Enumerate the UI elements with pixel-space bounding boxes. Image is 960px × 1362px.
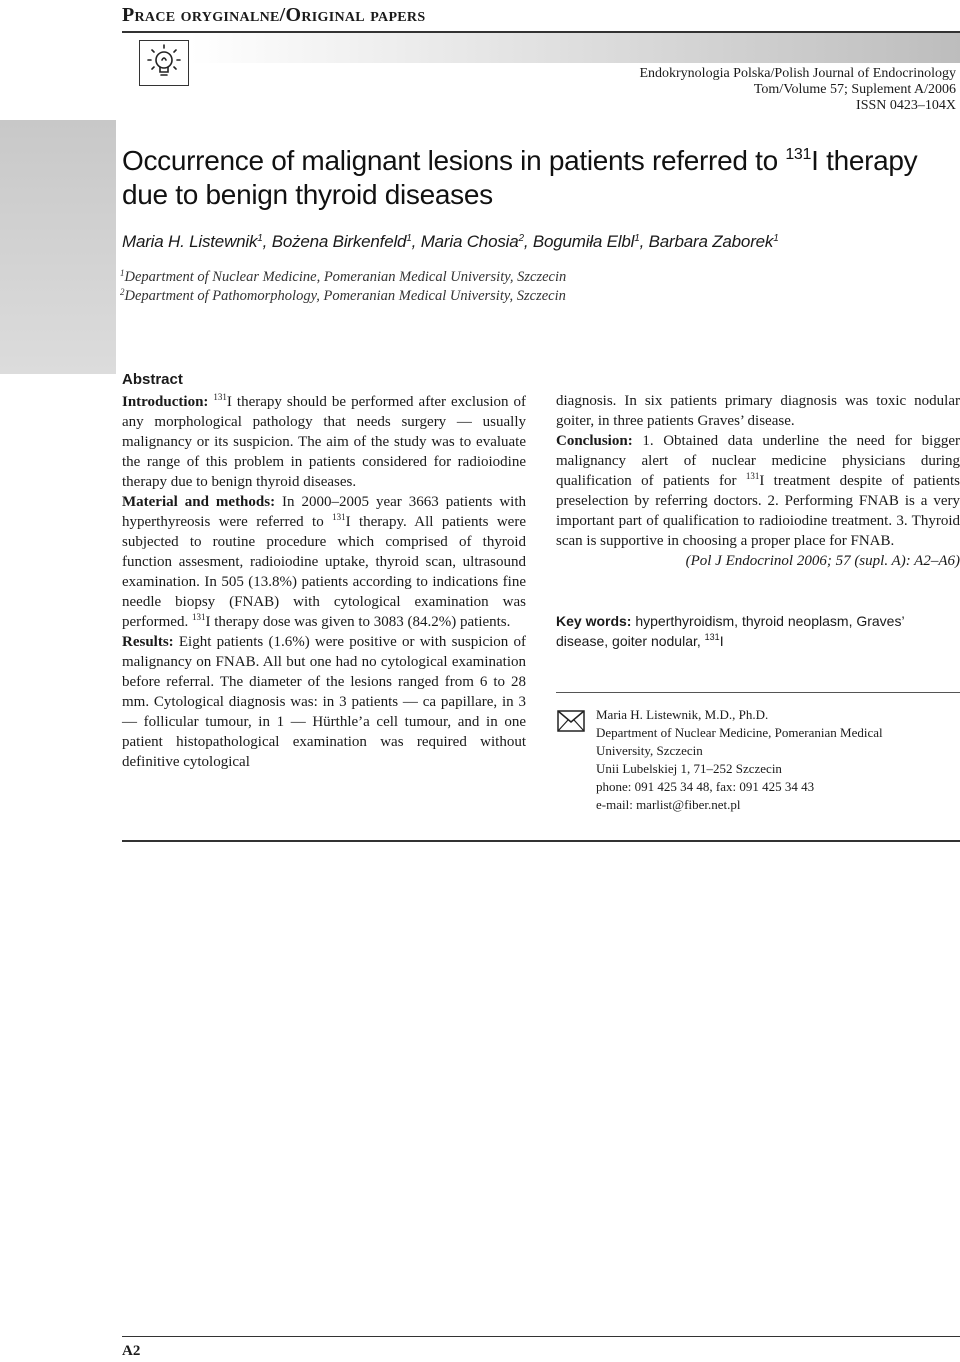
lightbulb-icon <box>139 40 189 86</box>
contact-name: Maria H. Listewnik, M.D., Ph.D. <box>596 707 769 722</box>
journal-name: Endokrynologia Polska/Polish Journal of Endocrinology <box>639 66 956 81</box>
contact-rule <box>556 692 960 693</box>
abstract-methods: Material and methods: In 2000–2005 year 3663 patients with hyperthyreosis were referred to $^{131}$I therapy. All patients were subjected to routine procedure which comprised of thyroid function assesment, radioiodine uptake, thyroid scan, ultrasound examination. In 505 (13.8%) patients according to indications fine needle biopsy (FNAB) with cytological examination was performed. $^{131}$I therapy dose was given to 3083 (84.2%) patients. <box>122 494 526 630</box>
author-name: Bożena Birkenfeld <box>271 232 407 251</box>
header-gradient-bar <box>190 33 960 63</box>
journal-volume: Tom/Volume 57; Suplement A/2006 <box>753 82 956 97</box>
author-name: Bogumiła Elbl <box>532 232 635 251</box>
article-title: Occurrence of malignant lesions in patients referred to $^{131}$I therapy due to benign thyroid diseases <box>122 145 918 210</box>
author-name: Maria H. Listewnik <box>122 232 258 251</box>
abstract-bottom-rule <box>122 840 960 842</box>
author-list: Maria H. Listewnik$^1$, Bożena Birkenfeld$^1$, Maria Chosia$^2$, Bogumiła Elbl$^1$, Barbara Zaborek$^1$ <box>122 232 779 251</box>
abstract-heading: Abstract <box>122 371 183 388</box>
author-name: Maria Chosia <box>420 232 519 251</box>
contact-email[interactable]: e-mail: marlist@fiber.net.pl <box>596 797 741 812</box>
abstract-left-column <box>122 371 526 772</box>
affiliation-item: $^2$Department of Pathomorphology, Pomeranian Medical University, Szczecin <box>120 287 566 304</box>
contact-phone: phone: 091 425 34 48, fax: 091 425 34 43 <box>596 779 815 794</box>
abstract-conclusion: Conclusion: 1. Obtained data underline the need for bigger malignancy alert of nuclear medicine physicians during qualification of patients for $^{131}$I treatment despite of patients preselection by referring doctors. 2. Performing FNAB is a very important part of qualification to radioiodine treatment. 3. Thyroid scan is supportive in choosing a proper place for FNAB. <box>556 433 960 549</box>
footer-rule <box>122 1336 960 1337</box>
envelope-icon <box>557 710 585 737</box>
contact-department: Department of Nuclear Medicine, Pomeranian Medical <box>596 725 883 740</box>
page-number: A2 <box>122 1343 141 1359</box>
abstract-results: Results: Eight patients (1.6%) were positive or with suspicion of malignancy on FNAB. All but one had no cytological examination before referral. The diameter of the lesions ranged from 6 to 28 mm. Cytological diagnosis was: in 3 patients — ca papillare, in 3 — follicular tumour, in 1 — Hürthle’a cell tumour, and in one patient histopathological examination was required without definitive cytological <box>122 634 526 770</box>
abstract-introduction: Introduction: $^{131}$I therapy should be performed after exclusion of any morphological pathology that needs surgery — usually malignancy or its suspicion. The aim of the study was to evaluate the range of this problem in patients considered for radioiodine therapy due to benign thyroid diseases. <box>122 392 527 490</box>
contact-department: University, Szczecin <box>596 743 703 758</box>
correspondence-address <box>596 706 956 814</box>
abstract-right-column <box>556 391 960 571</box>
affiliations <box>120 268 566 306</box>
key-words: Key words: hyperthyroidism, thyroid neoplasm, Graves’ disease, goiter nodular, $^{131}$I <box>556 613 905 649</box>
journal-issn: ISSN 0423–104X <box>856 98 956 113</box>
section-label: Prace oryginalne/Original papers <box>122 4 426 26</box>
author-name: Barbara Zaborek <box>648 232 774 251</box>
contact-address: Unii Lubelskiej 1, 71–252 Szczecin <box>596 761 782 776</box>
abstract-results-continued: diagnosis. In six patients primary diagnosis was toxic nodular goiter, in three patients Graves’ disease. <box>556 393 960 429</box>
header-rule <box>122 31 960 33</box>
citation: (Pol J Endocrinol 2006; 57 (supl. A): A2–A6) <box>685 553 960 569</box>
journal-info <box>639 66 956 114</box>
side-decoration-bar <box>0 120 116 374</box>
affiliation-item: $^1$Department of Nuclear Medicine, Pomeranian Medical University, Szczecin <box>120 268 567 285</box>
